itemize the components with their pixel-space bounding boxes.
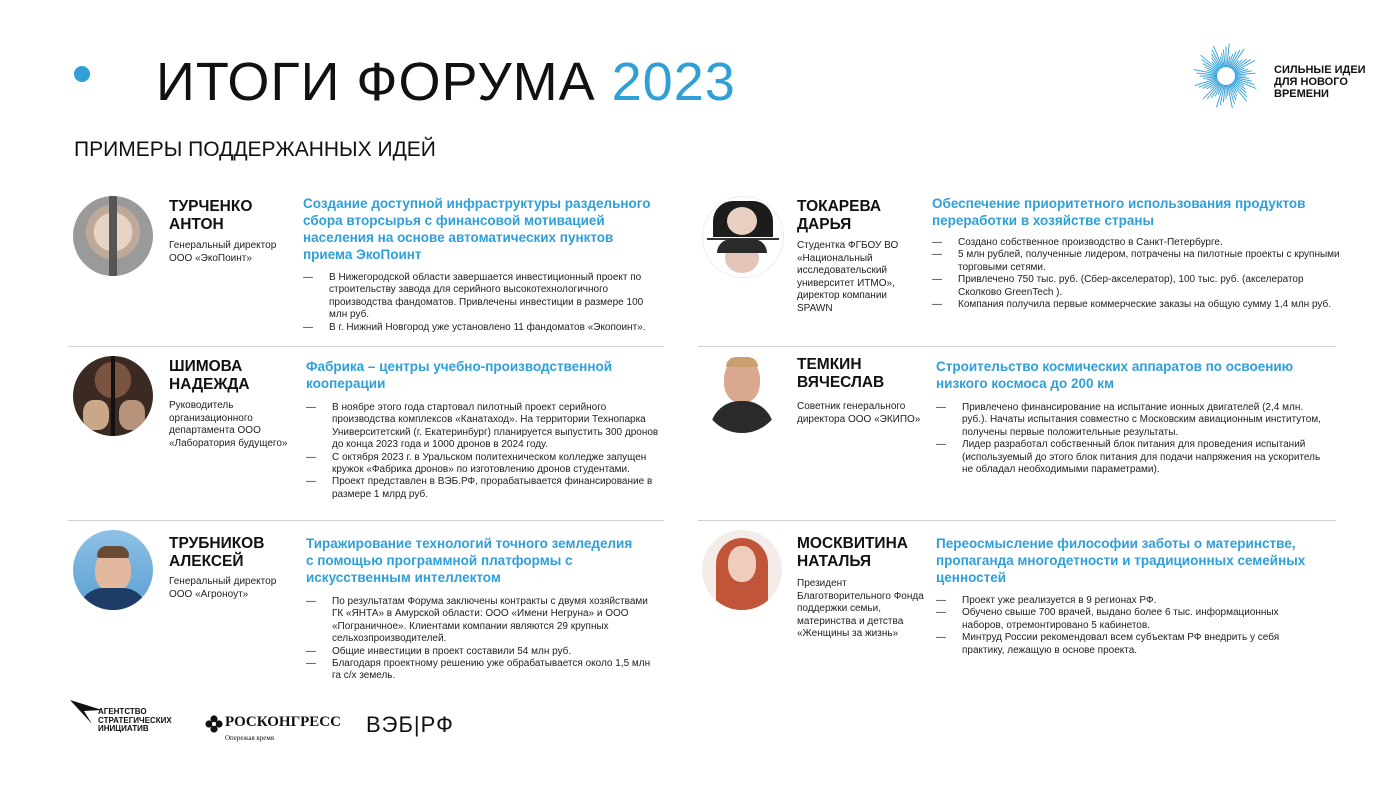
title-year: 2023 [611,52,736,112]
result-list [303,272,658,334]
avatar [702,196,784,278]
accent-dot [74,66,90,82]
person-surname: ТРУБНИКОВ [169,535,265,552]
result-list [936,595,1306,657]
veb-logo-text: ВЭБ|РФ [366,712,454,737]
avatar [73,196,153,276]
list-item: — С октября 2023 г. в Уральском политехническом колледже запущен кружок «Фабрика дронов» по изготовлению дронов студентами. [306,452,666,477]
list-item: — Минтруд России рекомендовал всем субъектам РФ внедрить у себя практику, лежащую в основе проекта. [936,632,1306,657]
list-item: — В ноябре этого года стартовал пилотный проект серийного производства комплексов «Канатаход». На территории Технопарка Университетский (г. Екатеринбург) планируется выпустить 300 дронов до конца 2023 года и 1000 дронов в 2024 году. [306,402,666,452]
avatar [73,530,153,610]
person-role: Советник генерального директора ООО «ЭКИПО» [797,401,921,425]
section-subtitle: ПРИМЕРЫ ПОДДЕРЖАННЫХ ИДЕЙ [74,138,436,161]
flower-logo-icon [205,715,223,733]
person-surname: МОСКВИТИНА [797,535,908,552]
logo-line-1: СИЛЬНЫЕ ИДЕИ [1274,64,1366,76]
person-role: Президент Благотворительного Фонда поддержки семьи, материнства и детства «Женщины за жизнь» [797,578,924,639]
list-item: — Лидер разработал собственный блок питания для проведения испытаний (используемый до этого блок питания для подачи напряжения на ускоритель не обладал необходимыми параметрами). [936,439,1328,476]
asi-line-2: СТРАТЕГИЧЕСКИХ [98,715,172,725]
logo-line-2: ДЛЯ НОВОГО [1274,76,1348,88]
title-text: ИТОГИ ФОРУМА [156,52,596,112]
roscongress-logo [205,714,345,744]
person-surname: ТОКАРЕВА [797,198,882,215]
list-item: — Проект уже реализуется в 9 регионах РФ. [936,595,1306,607]
person-role: Студентка ФГБОУ ВО «Национальный исследовательский университет ИТМО», директор компании SPAWN [797,240,899,314]
person-surname: ТУРЧЕНКО [169,198,253,215]
person-name [797,356,917,392]
person-firstname: ДАРЬЯ [797,216,852,233]
list-item: — Создано собственное производство в Санкт-Петербурге. [932,237,1342,249]
list-item: — Общие инвестиции в проект составили 54 млн руб. [306,646,656,658]
asi-line-3: ИНИЦИАТИВ [98,724,149,733]
roscongress-slogan: Опережая время [225,734,274,742]
page-title [156,50,736,114]
person-name [797,535,917,571]
idea-title: Строительство космических аппаратов по освоению низкого космоса до 200 км [936,359,1294,391]
roscongress-text: РОСКОНГРЕСС [225,714,341,730]
list-item: — Обучено свыше 700 врачей, выдано более 6 тыс. информационных наборов, отремонтировано 5 кабинетов. [936,607,1306,632]
result-list [306,402,666,501]
asi-logo-text [98,708,172,734]
veb-logo [366,712,496,740]
logo-line-3: ВРЕМЕНИ [1274,88,1329,100]
person-name [169,535,289,571]
row-divider [68,520,664,521]
person-role: Генеральный директор ООО «Агроноут» [169,576,277,600]
row-divider [698,520,1336,521]
list-item: — В г. Нижний Новгород уже установлено 11 фандоматов «Экопоинт». [303,322,658,334]
forum-logo-text [1274,64,1384,100]
list-item: — Привлечено 750 тыс. руб. (Сбер-акселератор), 100 тыс. руб. (акселератор Сколково GreenTech ). [932,274,1342,299]
person-surname: ШИМОВА [169,358,243,375]
list-item: — В Нижегородской области завершается инвестиционный проект по строительству завода для серийного высокотехнологичного производства фандоматов. Привлечены инвестиции в размере 100 млн руб. [303,272,658,322]
avatar [702,530,782,610]
row-divider [68,346,664,347]
person-name [169,358,289,394]
list-item: — Компания получила первые коммерческие заказы на общую сумму 1,4 млн руб. [932,299,1342,311]
list-item: — 5 млн рублей, полученные лидером, потрачены на пилотные проекты с крупными торговыми сетями. [932,249,1342,274]
person-name [797,198,917,234]
person-firstname: НАДЕЖДА [169,376,250,393]
person-firstname: АЛЕКСЕЙ [169,553,244,570]
person-role: Руководитель организационного департамента ООО «Лаборатория будущего» [169,400,288,449]
asi-logo [70,698,190,744]
avatar [73,356,153,436]
list-item: — Привлечено финансирование на испытание ионных двигателей (2,4 млн. руб.). Начаты испытания совместно с Московским авиационным институтом, получены первые положительные результаты. [936,402,1328,439]
result-list [306,596,656,683]
asi-line-1: АГЕНТСТВО [98,707,147,716]
idea-title: Фабрика – центры учебно-производственной кооперации [306,359,613,391]
list-item: — Благодаря проектному решению уже обрабатывается около 1,5 млн га с/х земель. [306,658,656,683]
list-item: — По результатам Форума заключены контракты с двумя хозяйствами ГК «ЯНТА» в Амурской области: ООО «Имени Негруна» и ООО «Пограничное». Клиентами компании являются 29 крупных сельхозпроизводителей. [306,596,656,646]
person-name [169,198,289,234]
person-surname: ТЕМКИН [797,356,862,373]
person-firstname: НАТАЛЬЯ [797,553,872,570]
person-firstname: ВЯЧЕСЛАВ [797,374,885,391]
idea-title: Создание доступной инфраструктуры раздельного сбора вторсырья с финансовой мотивацией населения на основе автоматических пунктов приема ЭкоПоинт [303,196,651,262]
radial-burst-icon [1190,40,1262,112]
avatar [702,353,782,433]
result-list [936,402,1328,476]
row-divider [698,346,1336,347]
idea-title: Тиражирование технологий точного земледелия с помощью программной платформы с искусственным интеллектом [306,536,633,585]
idea-title: Переосмысление философии заботы о материнстве, пропаганда многодетности и традиционных семейных ценностей [936,536,1306,585]
person-role: Генеральный директор ООО «ЭкоПоинт» [169,240,277,264]
result-list [932,237,1342,311]
forum-logo [1190,40,1390,112]
person-firstname: АНТОН [169,216,224,233]
list-item: — Проект представлен в ВЭБ.РФ, прорабатывается финансирование в размере 1 млрд руб. [306,476,666,501]
idea-title: Обеспечение приоритетного использования продуктов переработки в хозяйстве страны [932,196,1306,228]
